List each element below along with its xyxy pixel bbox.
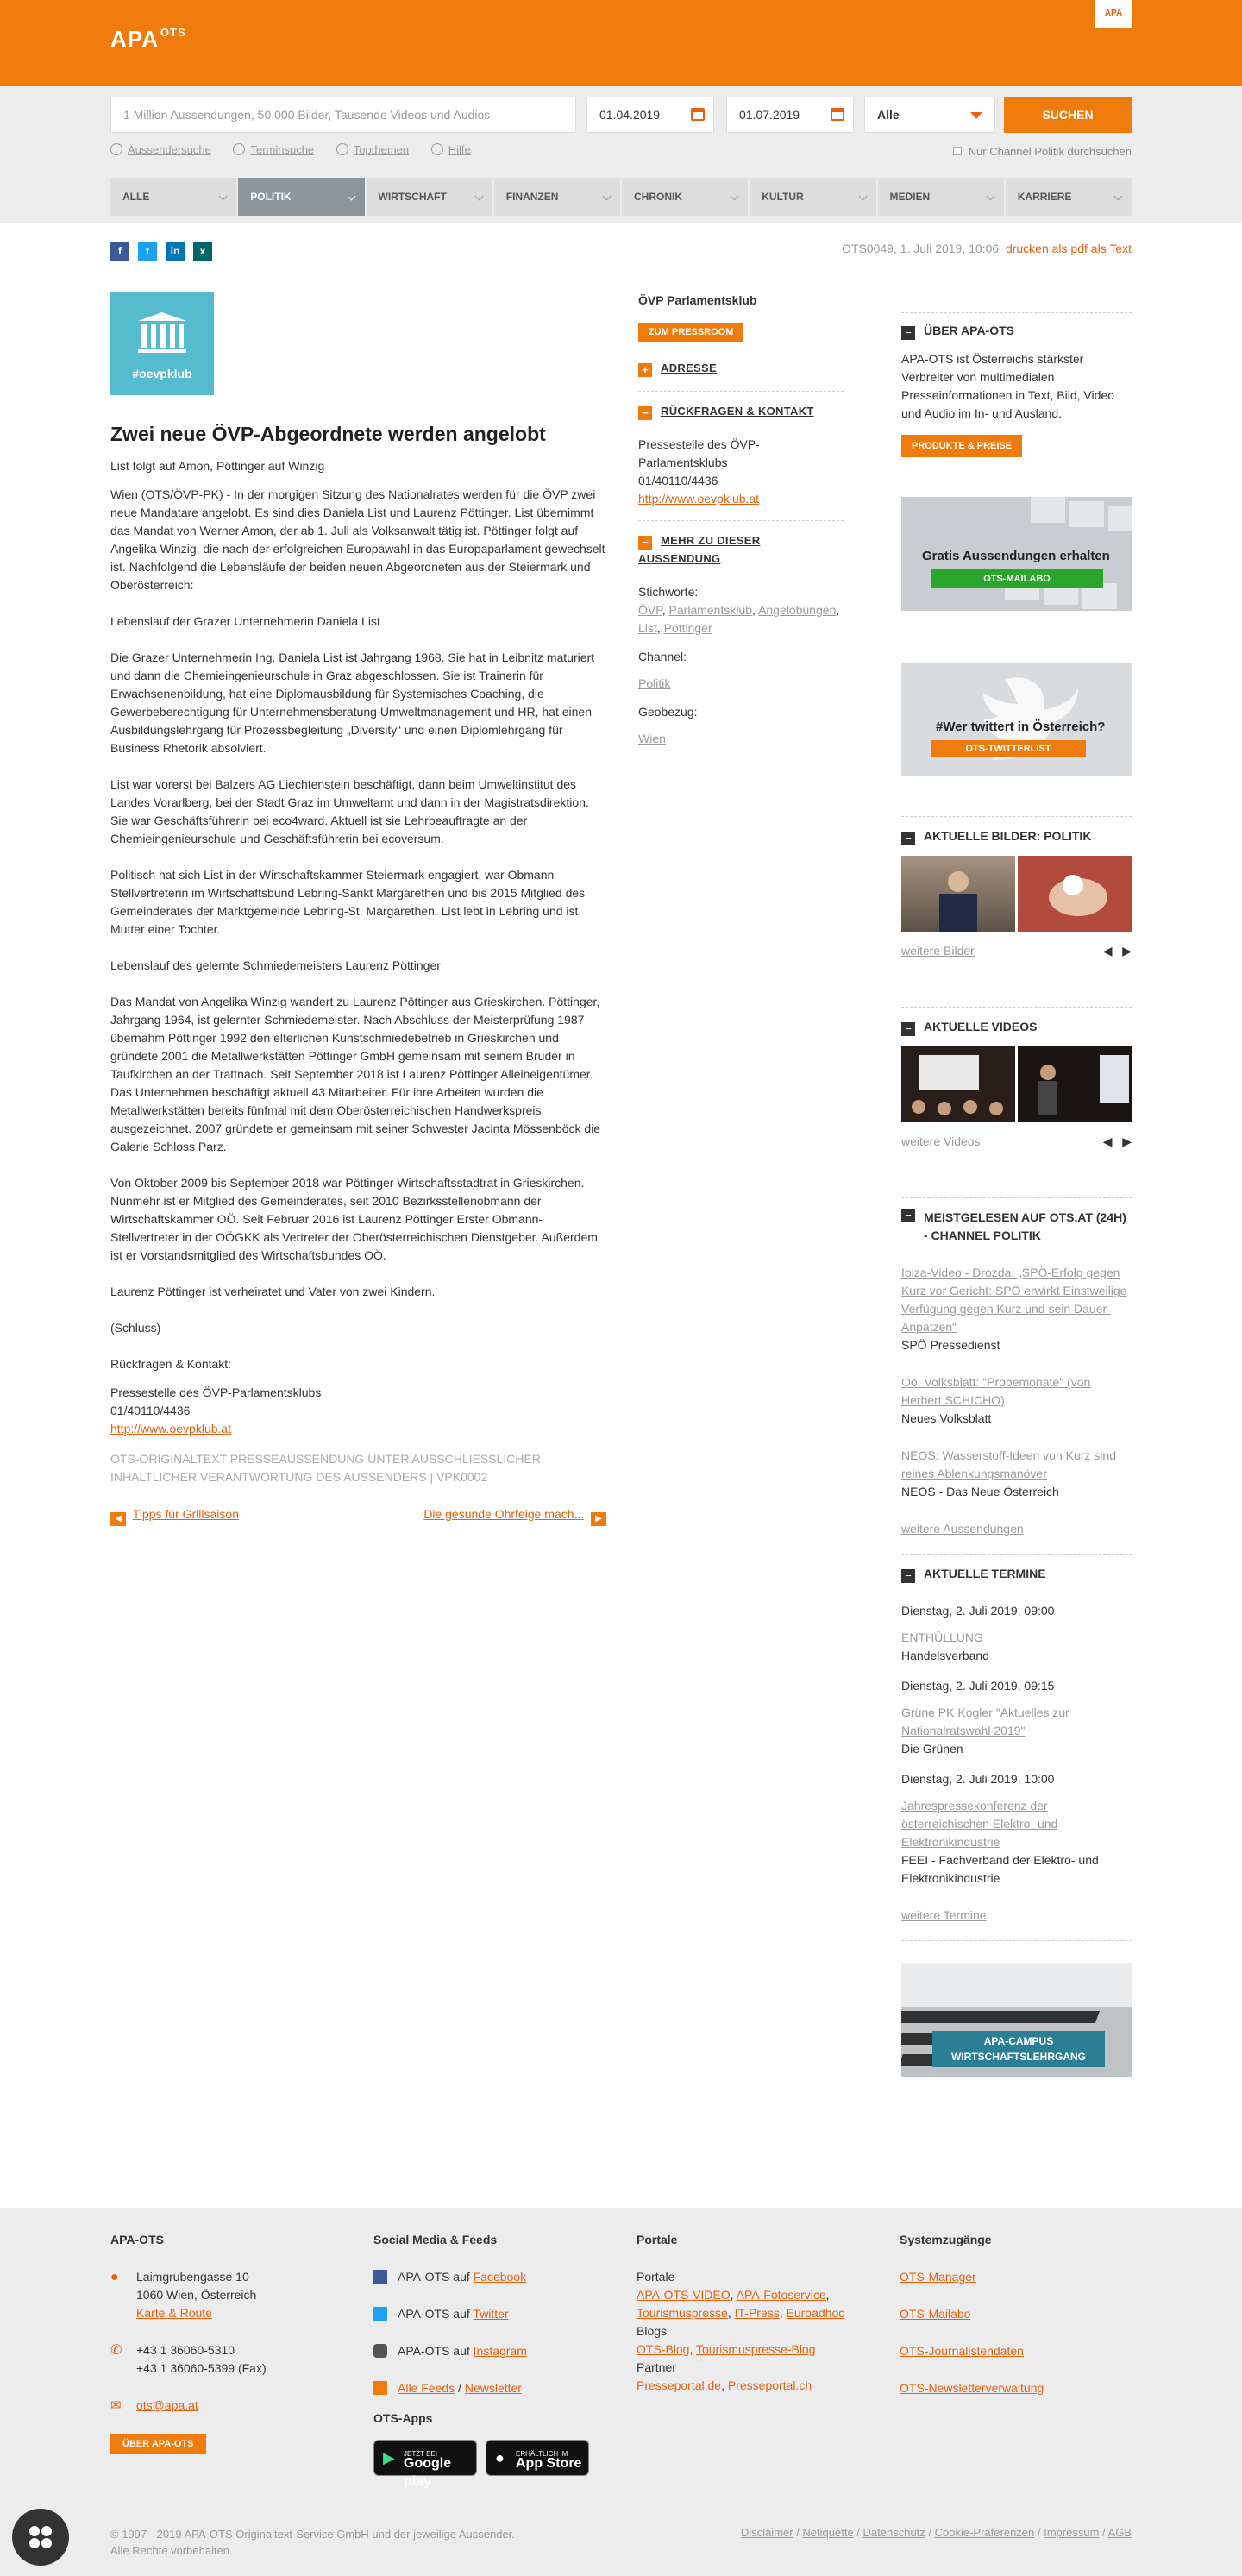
location-pin-icon: ● — [110, 2270, 119, 2284]
meistgelesen-item — [901, 1264, 1132, 1354]
page-title: Zwei neue ÖVP-Abgeordnete werden angelobt — [110, 423, 546, 445]
termin-link[interactable]: Grüne PK Kogler "Aktuelles zur Nationalratswahl 2019" — [901, 1706, 1070, 1737]
pressroom-button[interactable]: ZUM PRESSROOM — [638, 323, 743, 342]
stichworte-list: ÖVP, Parlamentsklub, Angelobungen, List, Pöttinger — [638, 603, 840, 635]
date-from-value: 01.04.2019 — [599, 108, 661, 122]
footer-apa-ots — [110, 2231, 335, 2454]
building-icon — [110, 143, 122, 155]
nav-medien[interactable] — [878, 178, 1004, 216]
termin-date: Dienstag, 2. Juli 2019, 10:00 — [901, 1772, 1055, 1786]
contact-url-link[interactable]: http://www.oevpklub.at — [110, 1422, 232, 1436]
minus-icon: − — [638, 406, 652, 420]
legal-link[interactable]: Disclaimer — [740, 2526, 794, 2539]
date-from-field[interactable] — [586, 97, 714, 133]
facebook-link[interactable]: Facebook — [473, 2270, 527, 2284]
bilder-thumbs — [901, 856, 1132, 937]
minus-icon[interactable]: − — [901, 326, 915, 340]
email-icon: ✉ — [110, 2398, 122, 2413]
instagram-icon — [373, 2344, 387, 2358]
termin-item — [901, 1677, 1132, 1758]
more-events-link[interactable]: weitere Termine — [901, 1908, 987, 1922]
article-paragraph: Von Oktober 2009 bis September 2018 war Pöttinger Wirtschaftsstadtrat in Grieskirchen. Nunmehr ist er Mitglied des Gemeinderates, seit 2010 Bezirksstellenobmann der Wirtschaftskammer OÖ. Seit Februar 2016 ist Laurenz Pöttinger Erster Obmann-Stellvertreter in der OÖGKK als Vertreter der Oberösterreichischen Dienstgeber. Außerdem ist er Vorstandsmitglied des Wirtschaftsbundes OÖ. — [110, 1176, 598, 1262]
next-article[interactable] — [423, 1505, 606, 1526]
xing-icon[interactable]: x — [193, 242, 212, 261]
termin-date: Dienstag, 2. Juli 2019, 09:00 — [901, 1604, 1055, 1618]
date-to-value: 01.07.2019 — [739, 108, 800, 122]
search-input[interactable]: 1 Million Aussendungen, 50.000 Bilder, Tausende Videos und Audios — [110, 97, 576, 133]
system-link[interactable]: OTS-Newsletterverwaltung — [900, 2381, 1044, 2395]
footer-address: Laimgrubengasse 10 — [136, 2270, 249, 2284]
chevron-down-icon — [603, 192, 612, 201]
nav-label: WIRTSCHAFT — [378, 191, 447, 203]
store-top: ERHÄLTLICH IM — [516, 2450, 568, 2458]
nav-wirtschaft[interactable] — [367, 178, 492, 216]
footer-phone: +43 1 36060-5310 — [136, 2343, 235, 2357]
legal-link[interactable]: AGB — [1107, 2526, 1132, 2539]
cookie-icon — [12, 2509, 69, 2566]
article-id-date: OTS0049, 1. Juli 2019, 10:06 — [842, 242, 1000, 255]
portal-link[interactable]: APA-Fotoservice — [736, 2288, 826, 2302]
hands-photo — [1018, 856, 1132, 932]
keyword-link[interactable]: Angelobungen — [758, 603, 837, 617]
chevron-down-icon — [1114, 192, 1123, 201]
next-article-link[interactable]: Die gesunde Ohrfeige mach... — [423, 1507, 585, 1521]
portal-link[interactable]: APA-OTS-VIDEO — [637, 2288, 731, 2302]
app-store-badge[interactable] — [486, 2440, 589, 2476]
feeds-link[interactable]: Alle Feeds — [398, 2381, 455, 2395]
channel-checkbox[interactable] — [953, 147, 962, 155]
text-link[interactable]: als Text — [1090, 242, 1132, 255]
social-label: APA-OTS auf — [398, 2270, 470, 2284]
article-paragraph: Wien (OTS/ÖVP-PK) - In der morgigen Sitzung des Nationalrates werden für die ÖVP zwei neue Mandatare angelobt. Es sind dies Daniela List und Laurenz Pöttinger. List übernimmt das Mandat von Werner Amon, der ab 1. Juli als Volksanwalt tätig ist. Pöttinger folgt auf Angelika Winzig, die nach der erfolgreichen Europawahl in das Europaparlament gewechselt ist. Nachfolgend die Lebensläufe der beiden neuen Abgeordneten aus der Steiermark und Oberösterreich: — [110, 487, 605, 592]
campus-promo-text: APA-CAMPUS WIRTSCHAFTSLEHRGANG — [932, 2031, 1105, 2067]
article — [110, 292, 606, 1526]
rueckfragen-heading: RÜCKFRAGEN & KONTAKT — [661, 405, 814, 418]
bilder-heading: AKTUELLE BILDER: POLITIK — [924, 829, 1092, 843]
plus-icon: + — [638, 363, 652, 377]
apa-ots-logo[interactable] — [110, 26, 186, 53]
article-paragraph: Das Mandat von Angelika Winzig wandert zu Laurenz Pöttinger aus Grieskirchen. Pöttinger, Jahrgang 1964, ist gelernter Schmiedemeister. Nach Abschluss der Meisterprüfung 1987 übernahm Pöttinger 1992 den elterlichen Kunstschmiedebetrieb in Grieskirchen und gründete 2001 die Metallwerkstätten Pöttinger GmbH gemeinsam mit seinem Bruder in Taufkirchen an der Trattnach. Seit September 2018 ist Laurenz Pöttinger Alleineigentümer. Das Unternehmen beschäftigt aktuell 43 Mitarbeiter. Für ihre Arbeiten wurden die Metallwerkstätten bereits fünfmal mit dem Oberösterreichischen Handwerkspreis ausgezeichnet. 2007 gründete er gemeinsam mit seiner Schwester Jacinta Mössenböck die Galerie Schloss Parz. — [110, 995, 601, 1153]
minus-icon[interactable]: − — [901, 1569, 915, 1583]
mailabo-promo-text: Gratis Aussendungen erhalten — [922, 549, 1110, 563]
twitter-icon[interactable]: t — [138, 242, 157, 261]
share-bar — [110, 242, 212, 261]
termin-link[interactable]: ENTHÜLLUNG — [901, 1630, 983, 1644]
nav-chronik[interactable] — [622, 178, 748, 216]
google-play-icon: ▶ — [383, 2449, 395, 2466]
legal-link[interactable]: Netiquette — [802, 2526, 854, 2539]
nav-label: KULTUR — [762, 191, 804, 203]
quick-links — [110, 143, 490, 156]
hilfe-link[interactable]: Hilfe — [448, 143, 471, 156]
prev-next-nav — [110, 1505, 606, 1526]
rueckfragen-section[interactable] — [638, 402, 844, 420]
geobezug-label: Geobezug: — [638, 705, 698, 719]
channel-filter[interactable] — [953, 145, 1132, 158]
divider — [901, 1554, 1132, 1555]
chevron-down-icon — [970, 112, 982, 119]
geobezug-link[interactable]: Wien — [638, 732, 666, 745]
legal-links: Disclaimer / Netiquette / Datenschutz / Cookie-Präferenzen / Impressum / AGB — [740, 2526, 1132, 2539]
termine-heading: AKTUELLE TERMINE — [924, 1567, 1046, 1580]
meistgelesen-source: SPÖ Pressedienst — [901, 1338, 1000, 1352]
about-heading: ÜBER APA-OTS — [924, 324, 1014, 337]
aussendersuche-link[interactable]: Aussendersuche — [128, 143, 211, 156]
press-conference-video — [901, 1046, 1015, 1122]
chevron-down-icon — [731, 192, 739, 201]
copyright-line: © 1997 - 2019 APA-OTS Originaltext-Service GmbH und der jeweilige Aussender. — [110, 2528, 515, 2541]
twitterlist-button[interactable]: OTS-TWITTERLIST — [931, 740, 1086, 757]
nav-kultur[interactable] — [750, 178, 875, 216]
store-name: App Store — [516, 2456, 582, 2471]
category-select-value: Alle — [877, 108, 900, 122]
article-paragraph: List war vorerst bei Balzers AG Liechtenstein beschäftigt, dann beim Umweltinstitut des Landes Vorarlberg, bei der Stadt Graz im Umweltamt und dann in der Magistratsdirektion. Sie war Geschäftsführerin bei eco4ward. Aktuell ist sie Lehrbeauftragte an der Chemieingenieurschule und Geschäftsführerin bei ecoversum. — [110, 777, 589, 845]
footer — [0, 2208, 1242, 2576]
nav-label: CHRONIK — [634, 191, 682, 203]
social-label: APA-OTS auf — [398, 2344, 470, 2358]
videos-heading: AKTUELLE VIDEOS — [924, 1020, 1038, 1034]
print-link[interactable]: drucken — [1005, 242, 1049, 255]
portal-link[interactable]: Euroadhoc — [786, 2306, 845, 2320]
stichworte-label: Stichworte: — [638, 585, 699, 599]
meistgelesen-link[interactable]: Oö. Volksblatt: "Probemonate" (von Herbert SCHICHO) — [901, 1375, 1091, 1407]
politics-photo-thumb[interactable] — [901, 856, 1015, 932]
topthemen-link[interactable]: Topthemen — [353, 143, 410, 156]
nav-label: MEDIEN — [889, 191, 931, 203]
nav-label: ALLE — [122, 191, 150, 203]
article-paragraph: (Schluss) — [110, 1321, 161, 1335]
mailabo-promo[interactable] — [901, 497, 1132, 611]
newsletter-link[interactable]: Newsletter — [464, 2381, 522, 2395]
partner-label: Partner — [637, 2360, 676, 2374]
blog-link[interactable]: Tourismuspresse-Blog — [696, 2342, 816, 2356]
minus-icon[interactable]: − — [901, 832, 915, 845]
termin-source: FEEI - Fachverband der Elektro- und Elektronikindustrie — [901, 1853, 1099, 1885]
video-thumbs — [901, 1046, 1132, 1128]
linkedin-icon[interactable]: in — [166, 242, 185, 261]
calendar-icon[interactable] — [691, 108, 705, 121]
article-paragraph: Laurenz Pöttinger ist verheiratet und Vater von zwei Kindern. — [110, 1285, 436, 1298]
rk-org: Pressestelle des ÖVP-Parlamentsklubs — [638, 437, 760, 469]
rss-icon — [373, 2381, 387, 2395]
phone-icon: ✆ — [110, 2343, 122, 2358]
cookie-settings-button[interactable] — [12, 2509, 69, 2566]
politics-photo-thumb[interactable] — [1018, 856, 1132, 932]
apple-icon: ● — [495, 2449, 505, 2466]
footer-portale: Portale Portale APA-OTS-VIDEO, APA-Fotoservice, Tourismuspresse, IT-Press, Euroadhoc Blogs OTS-Blog, Tourismuspresse-Blog Partner Presseportal.de, Presseportal.ch — [637, 2231, 878, 2395]
channel-label: Channel: — [638, 650, 687, 663]
sender-name: ÖVP Parlamentsklub — [638, 293, 757, 307]
help-icon — [431, 143, 443, 155]
footer-heading: Systemzugänge — [900, 2233, 992, 2246]
more-releases-link[interactable]: weitere Aussendungen — [901, 1522, 1024, 1536]
footer-address: 1060 Wien, Österreich — [136, 2288, 257, 2302]
keyword-link[interactable]: ÖVP — [638, 603, 662, 617]
map-route-link[interactable]: Karte & Route — [136, 2306, 212, 2320]
pdf-link[interactable]: als pdf — [1051, 242, 1088, 255]
meistgelesen-link[interactable]: Ibiza-Video - Drozda: „SPÖ-Erfolg gegen Kurz vor Gericht: SPÖ erwirkt Einstweilige Verfügung gegen Kurz und sein Dauer-Anpatzen“ — [901, 1266, 1127, 1334]
termin-source: Die Grünen — [901, 1742, 963, 1756]
adresse-section[interactable] — [638, 359, 844, 377]
divider — [901, 312, 1132, 313]
politician-photo — [901, 856, 1015, 932]
meistgelesen-item — [901, 1447, 1132, 1501]
system-link[interactable]: OTS-Manager — [900, 2270, 976, 2284]
logo-tag: #oevpklub — [132, 367, 192, 380]
footer-social — [373, 2231, 615, 2489]
termin-item — [901, 1602, 1132, 1665]
mehr-section[interactable] — [638, 531, 844, 568]
category-nav — [110, 178, 1132, 216]
nav-karriere[interactable] — [1006, 178, 1132, 216]
footer-systemzugaenge — [900, 2231, 1132, 2397]
footer-heading: Portale — [637, 2233, 678, 2246]
chevron-down-icon — [986, 192, 994, 201]
nav-finanzen[interactable] — [494, 178, 620, 216]
meistgelesen-source: NEOS - Das Neue Österreich — [901, 1485, 1059, 1498]
article-paragraph: Politisch hat sich List in der Wirtschaftskammer Steiermark engagiert, war Obmann-Stellvertreterin im Wirtschaftsbund Lebring-Sankt Margarethen und bis 2015 Mitglied des Gemeinderates der Marktgemeinde Lebring-St. Margarethen. List lebt in Lebring und ist Mutter einer Tochter. — [110, 868, 586, 936]
blog-link[interactable]: OTS-Blog — [637, 2342, 690, 2356]
minus-icon[interactable]: − — [901, 1022, 915, 1036]
date-to-field[interactable] — [726, 97, 854, 133]
contact-org: Pressestelle des ÖVP-Parlamentsklubs — [110, 1385, 322, 1399]
portal-link[interactable]: Tourismuspresse — [637, 2306, 728, 2320]
adresse-heading: ADRESSE — [661, 361, 717, 374]
campus-promo[interactable] — [901, 1963, 1132, 2077]
logo-sub: OTS — [160, 26, 186, 39]
separator-slash: / — [458, 2381, 461, 2395]
termin-item — [901, 1770, 1132, 1888]
right-sidebar — [901, 292, 1132, 2077]
facebook-icon[interactable]: f — [110, 242, 129, 261]
chevron-down-icon — [858, 192, 867, 201]
termin-source: Handelsverband — [901, 1649, 989, 1662]
search-button[interactable]: SUCHEN — [1004, 97, 1132, 133]
mailabo-button[interactable]: OTS-MAILABO — [931, 569, 1103, 588]
prev-article-link[interactable]: Tipps für Grillsaison — [132, 1507, 239, 1521]
rk-phone: 01/40110/4436 — [638, 474, 718, 487]
arrow-right-icon[interactable]: ▶ — [1122, 1134, 1132, 1148]
instagram-link[interactable]: Instagram — [473, 2344, 527, 2358]
divider — [901, 1940, 1132, 1941]
oevpklub-logo[interactable] — [110, 292, 214, 395]
social-label: APA-OTS auf — [398, 2307, 470, 2321]
footer-heading: Social Media & Feeds — [373, 2233, 498, 2246]
legal-link[interactable]: Datenschutz — [862, 2526, 925, 2539]
chevron-down-icon — [474, 192, 483, 201]
meistgelesen-item — [901, 1373, 1132, 1428]
meistgelesen-heading: MEISTGELESEN AUF OTS.AT (24H) - CHANNEL POLITIK — [924, 1210, 1126, 1242]
divider — [901, 1007, 1132, 1008]
contact-phone: 01/40110/4436 — [110, 1404, 191, 1417]
termin-link[interactable]: Jahrespressekonferenz der österreichischen Elektro- und Elektronikindustrie — [901, 1799, 1058, 1849]
article-body — [110, 486, 606, 1337]
video-thumb[interactable] — [1018, 1046, 1132, 1122]
speaker-video — [1018, 1046, 1132, 1122]
parliament-icon — [136, 311, 188, 354]
prev-article[interactable] — [110, 1505, 239, 1526]
rk-url-link[interactable]: http://www.oevpklub.at — [638, 492, 760, 506]
keyword-link[interactable]: Parlamentsklub — [668, 603, 753, 617]
google-play-badge[interactable] — [373, 2440, 477, 2489]
products-button[interactable]: PRODUKTE & PREISE — [901, 435, 1022, 457]
apa-corner-logo[interactable]: APA — [1095, 0, 1132, 28]
copyright — [110, 2526, 515, 2559]
top-bar — [0, 0, 1242, 86]
twitterlist-promo-text: #Wer twittert in Österreich? — [936, 719, 1106, 734]
article-paragraph: Lebenslauf des gelernte Schmiedemeisters Laurenz Pöttinger — [110, 958, 441, 972]
about-apa-ots-button[interactable]: ÜBER APA-OTS — [110, 2434, 206, 2454]
footer-heading: APA-OTS — [110, 2233, 164, 2246]
legal-link[interactable]: Impressum — [1044, 2526, 1100, 2539]
more-videos-link[interactable]: weitere Videos — [901, 1134, 981, 1148]
mehr-heading: MEHR ZU DIESER AUSSENDUNG — [638, 534, 761, 565]
video-thumb[interactable] — [901, 1046, 1015, 1122]
partner-link[interactable]: Presseportal.de — [637, 2378, 722, 2392]
search-bar — [0, 86, 1242, 171]
divider — [638, 391, 844, 392]
nav-politik[interactable] — [238, 178, 364, 216]
category-select[interactable] — [864, 97, 995, 133]
divider — [901, 1197, 1132, 1198]
channel-filter-label: Nur Channel Politik durchsuchen — [968, 145, 1132, 158]
chevron-down-icon — [219, 192, 228, 201]
chevron-down-icon — [347, 192, 355, 201]
twitter-icon — [373, 2307, 387, 2321]
meistgelesen-source: Neues Volksblatt — [901, 1411, 992, 1425]
legal-link[interactable]: Cookie-Präferenzen — [934, 2526, 1035, 2539]
nav-label: FINANZEN — [505, 191, 559, 203]
article-footnote: OTS-ORIGINALTEXT PRESSEAUSSENDUNG UNTER AUSSCHLIESSLICHER INHALTLICHER VERANTWORTUNG DES AUSSENDERS | VPK0002 — [110, 1452, 541, 1484]
arrow-left-icon[interactable]: ◀ — [1102, 1134, 1113, 1148]
keyword-link[interactable]: Pöttinger — [663, 621, 712, 635]
twitterlist-promo[interactable] — [901, 663, 1132, 776]
footer-fax: +43 1 36060-5399 (Fax) — [136, 2361, 267, 2375]
nav-alle[interactable] — [110, 178, 236, 216]
store-top: JETZT BEI — [404, 2450, 437, 2458]
copyright-line: Alle Rechte vorbehalten. — [110, 2544, 233, 2557]
arrow-left-icon: ◀ — [110, 1512, 126, 1526]
contact-label: Rückfragen & Kontakt: — [110, 1357, 232, 1371]
portale-label: Portale — [637, 2270, 675, 2284]
channel-link[interactable]: Politik — [638, 676, 671, 690]
minus-icon: − — [638, 536, 652, 550]
article-paragraph: Lebenslauf der Grazer Unternehmerin Daniela List — [110, 614, 380, 628]
article-subtitle: List folgt auf Amon, Pöttinger auf Winzig — [110, 459, 325, 473]
sender-info — [638, 292, 844, 748]
arrow-left-icon[interactable]: ◀ — [1102, 944, 1113, 958]
arrow-right-icon: ▶ — [591, 1512, 606, 1526]
store-name: Google play — [404, 2456, 452, 2489]
meistgelesen-link[interactable]: NEOS: Wasserstoff-Ideen von Kurz sind reines Ablenkungsmanöver — [901, 1448, 1116, 1480]
terminsuche-link[interactable]: Terminsuche — [250, 143, 315, 156]
article-contact — [110, 1355, 606, 1438]
partner-link[interactable]: Presseportal.ch — [727, 2378, 812, 2392]
more-images-link[interactable]: weitere Bilder — [901, 944, 975, 958]
about-text: APA-OTS ist Österreichs stärkster Verbreiter von multimedialen Presseinformationen in Text, Bild, Video und Audio im In- und Ausland. — [901, 352, 1114, 420]
system-link[interactable]: OTS-Mailabo — [900, 2307, 971, 2321]
system-link[interactable]: OTS-Journalistendaten — [900, 2344, 1024, 2358]
article-meta — [842, 242, 1132, 255]
termin-date: Dienstag, 2. Juli 2019, 09:15 — [901, 1679, 1055, 1693]
article-paragraph: Die Grazer Unternehmerin Ing. Daniela List ist Jahrgang 1968. Sie hat in Leibnitz maturiert und dann die Chemieingenieurschule in Graz abgeschlossen. Sie ist Trainerin für Erwachsenenbildung, hat eine Diplomausbildung für Systemisches Coaching, die Gewerbeberechtigung für Unternehmensberatung Umweltmanagement und HR, hat einen Ausbildungslehrgang für Prozessbegleitung „Diversity“ und einen Diplomlehrgang für Business Rhetorik absolviert. — [110, 650, 595, 755]
blogs-label: Blogs — [637, 2324, 668, 2338]
arrow-right-icon[interactable]: ▶ — [1122, 944, 1132, 958]
footer-heading: OTS-Apps — [373, 2411, 433, 2425]
divider — [638, 520, 844, 521]
calendar-icon[interactable] — [831, 108, 844, 121]
minus-icon[interactable]: − — [901, 1209, 915, 1222]
divider — [901, 816, 1132, 817]
logo-text: APA — [110, 26, 159, 52]
facebook-icon — [373, 2270, 387, 2284]
twitter-link[interactable]: Twitter — [473, 2307, 509, 2321]
nav-label: KARRIERE — [1017, 191, 1072, 203]
topic-icon — [336, 143, 348, 155]
keyword-link[interactable]: List — [638, 621, 657, 635]
nav-label: POLITIK — [250, 191, 292, 203]
portal-link[interactable]: IT-Press — [734, 2306, 780, 2320]
clock-icon — [233, 143, 245, 155]
email-link[interactable]: ots@apa.at — [136, 2398, 198, 2412]
